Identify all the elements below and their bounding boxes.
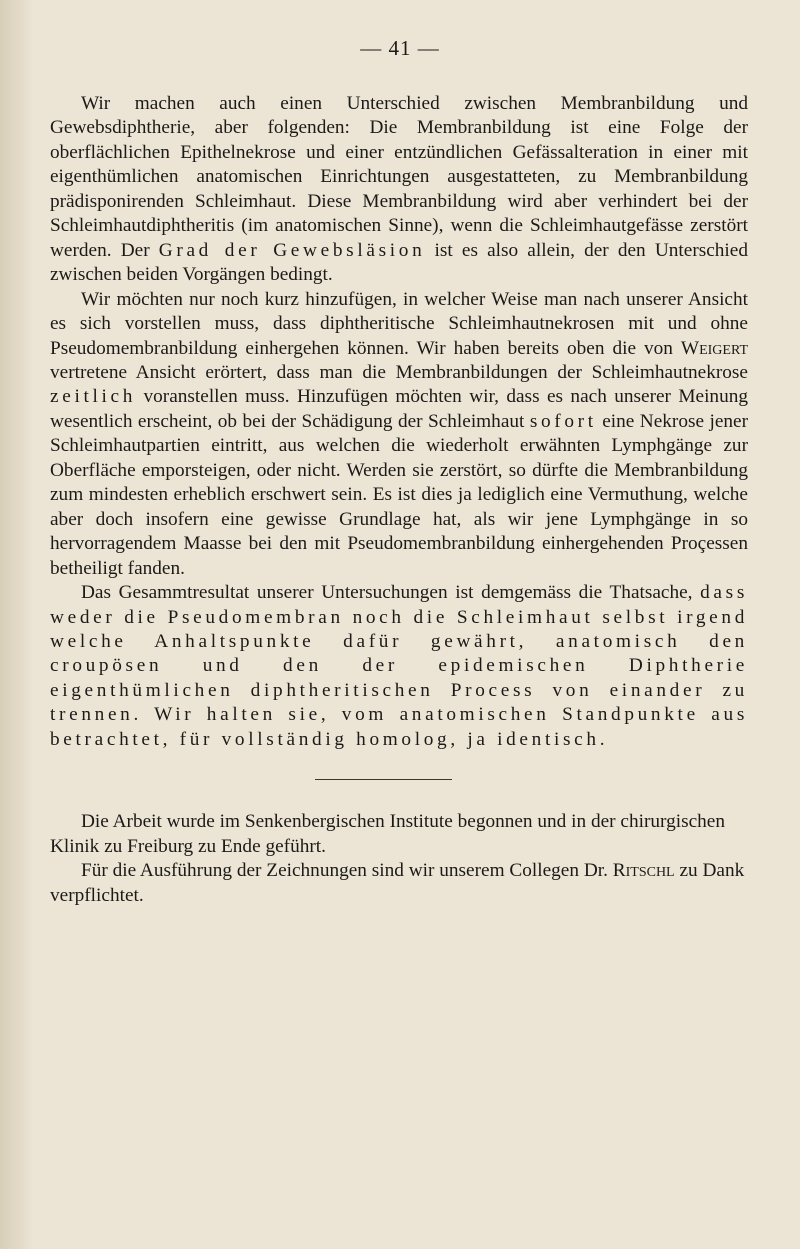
author-name-weigert: Weigert (680, 337, 748, 359)
spaced-emphasis: zeitlich (50, 386, 137, 408)
paragraph-overall-result: Das Gesammtresultat unserer Untersuchungen ist demgemäss die Thatsache, dass weder die Pseudomembran noch die Schleimhaut selbst irgend welche Anhaltspunkte dafür gewährt, anatomisch den croupösen und den der epidemischen Diphtherie eigenthümlichen diphtheritischen Process von einander zu trennen. Wir halten sie, vom anatomischen Standpunkte aus betrachtet, für vollständig homolog, ja identisch. (50, 582, 748, 750)
spaced-emphasis: sofort (529, 410, 597, 432)
acknowledgements (50, 810, 748, 908)
acknowledgement-drawings: Für die Ausführung der Zeichnungen sind wir unserem Collegen Dr. Ritschl zu Dank verpflichtet. (50, 860, 745, 906)
page-body (50, 92, 748, 908)
paragraph-membrane-vs-tissue: Wir machen auch einen Unterschied zwischen Membranbildung und Gewebsdiphtherie, aber folgenden: Die Membranbildung ist eine Folge der oberflächlichen Epithelnekrose und einer entzündlichen Gefässalteration in einer mit eigenthümlichen anatomischen Einrichtungen ausgestatteten, zu Membranbildung prädisponirenden Schleimhaut. Diese Membranbildung wird aber verhindert bei der Schleimhautdiphtheritis (im anatomischen Sinne), wenn die Schleimhautgefässe zerstört werden. Der Grad der Gewebsläsion ist es also allein, der den Unterschied zwischen beiden Vorgängen bedingt. (50, 93, 748, 286)
page-number: — 41 — (360, 36, 440, 60)
paragraph-lymph-vessels: Wir möchten nur noch kurz hinzufügen, in welcher Weise man nach unserer Ansicht es sich vorstellen muss, dass diphtheritische Schleimhautnekrosen mit und ohne Pseudomembranbildung einhergehen können. Wir haben bereits oben die von Weigert vertretene Ansicht erörtert, dass man die Membranbildungen der Schleimhautnekrose zeitlich voranstellen muss. Hinzufügen möchten wir, dass es nach unserer Meinung wesentlich erscheint, ob bei der Schädigung der Schleimhaut sofort eine Nekrose jener Schleimhautpartien eintritt, aus welchen die wiederholt erwähnten Lymphgänge zur Oberfläche emporsteigen, oder nicht. Werden sie zerstört, so dürfte die Membranbildung zum mindesten erheblich erschwert sein. Es ist dies ja lediglich eine Vermuthung, welche aber doch insofern eine gewisse Grundlage hat, als wir jene Lymphgänge in so hervorragendem Maasse bei den mit Pseudomembranbildung einhergehenden Proçessen betheiligt fanden. (50, 288, 748, 579)
author-name-ritschl: Ritschl (612, 860, 675, 882)
acknowledgement-institute: Die Arbeit wurde im Senkenbergischen Institute begonnen und in der chirurgischen Klinik zu Freiburg zu Ende geführt. (50, 811, 725, 857)
section-divider (315, 779, 452, 780)
spaced-emphasis: Grad der Gewebsläsion (158, 239, 426, 261)
page-edge-shadow (0, 0, 34, 1249)
conclusion-emphasis: dass weder die Pseudomembran noch die Schleimhaut selbst irgend welche Anhaltspunkte dafür gewährt, anatomisch den croupösen und den der epidemischen Diphtherie eigenthümlichen diphtheritischen Process von einander zu trennen. Wir halten sie, vom anatomischen Standpunkte aus betrachtet, für vollständig homolog, ja identisch. (50, 582, 748, 750)
